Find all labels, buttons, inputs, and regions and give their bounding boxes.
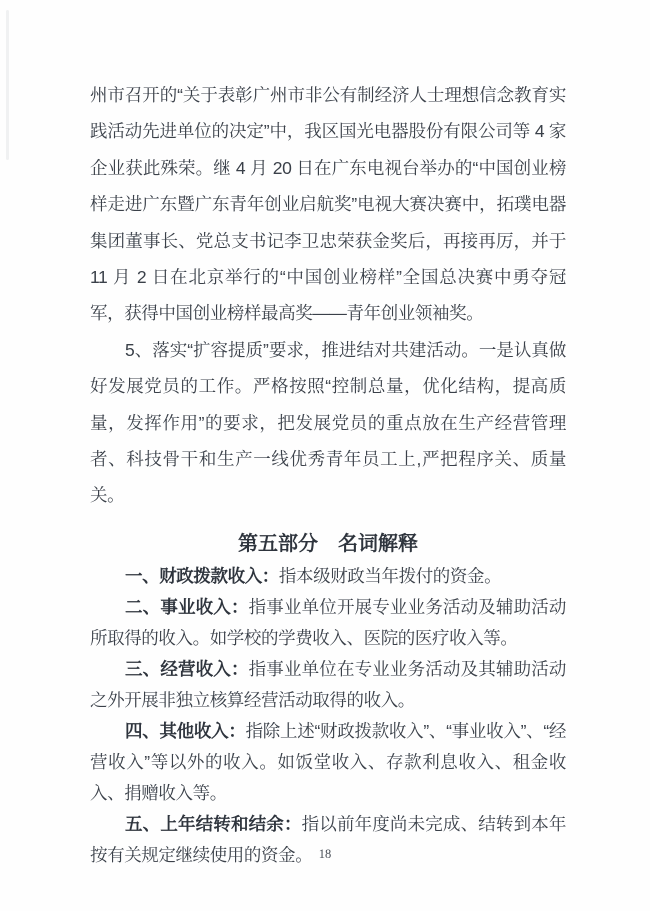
definition-item-3 bbox=[90, 654, 566, 716]
scan-artifact bbox=[6, 10, 9, 160]
section-heading: 第五部分 名词解释 bbox=[238, 532, 418, 555]
definition-term: 四、其他收入： bbox=[125, 720, 246, 741]
definition-desc: 指以前年度尚未完成、结转到本年按有关规定继续使用的资金。 bbox=[90, 813, 566, 865]
definition-item-1 bbox=[90, 561, 566, 592]
definition-desc: 指本级财政当年拨付的资金。 bbox=[278, 565, 502, 586]
definition-term: 一、财政拨款收入： bbox=[125, 565, 279, 586]
definition-term: 五、上年结转和结余： bbox=[125, 813, 302, 834]
page-content bbox=[90, 77, 566, 871]
definition-term: 三、经营收入： bbox=[125, 658, 249, 679]
definition-item-2 bbox=[90, 592, 566, 654]
definition-desc: 指除上述“财政拨款收入”、“事业收入”、“经营收入”等以外的收入。如饭堂收入、存款利息收入、租金收入、捐赠收入等。 bbox=[90, 720, 567, 803]
definition-desc: 指事业单位在专业业务活动及其辅助活动之外开展非独立核算经营活动取得的收入。 bbox=[90, 658, 566, 710]
page-number: 18 bbox=[318, 847, 332, 861]
definition-item-4 bbox=[90, 716, 566, 809]
body-paragraph-1: 州市召开的“关于表彰广州市非公有制经济人士理想信念教育实践活动先进单位的决定”中，我区国光电器股份有限公司等 4 家企业获此殊荣。继 4 月 20 日在广东电视台举办的“中国创业榜样走进广东暨广东青年创业启航奖”电视大赛决赛中，拓璞电器集团董事长、党总支书记李卫忠荣获金奖后，再接再厉，并于 11 月 2 日在北京举行的“中国创业榜样”全国总决赛中勇夺冠军，获得中国创业榜样最高奖——青年创业领袖奖。 bbox=[90, 85, 566, 324]
definition-term: 二、事业收入： bbox=[125, 596, 249, 617]
definition-desc: 指事业单位开展专业业务活动及辅助活动所取得的收入。如学校的学费收入、医院的医疗收入等。 bbox=[90, 596, 566, 648]
body-paragraph-2: 5、落实“扩容提质”要求，推进结对共建活动。一是认真做好发展党员的工作。严格按照“控制总量，优化结构，提高质量，发挥作用”的要求，把发展党员的重点放在生产经营管理者、科技骨干和生产一线优秀青年员工上,严把程序关、质量关。 bbox=[90, 339, 566, 506]
